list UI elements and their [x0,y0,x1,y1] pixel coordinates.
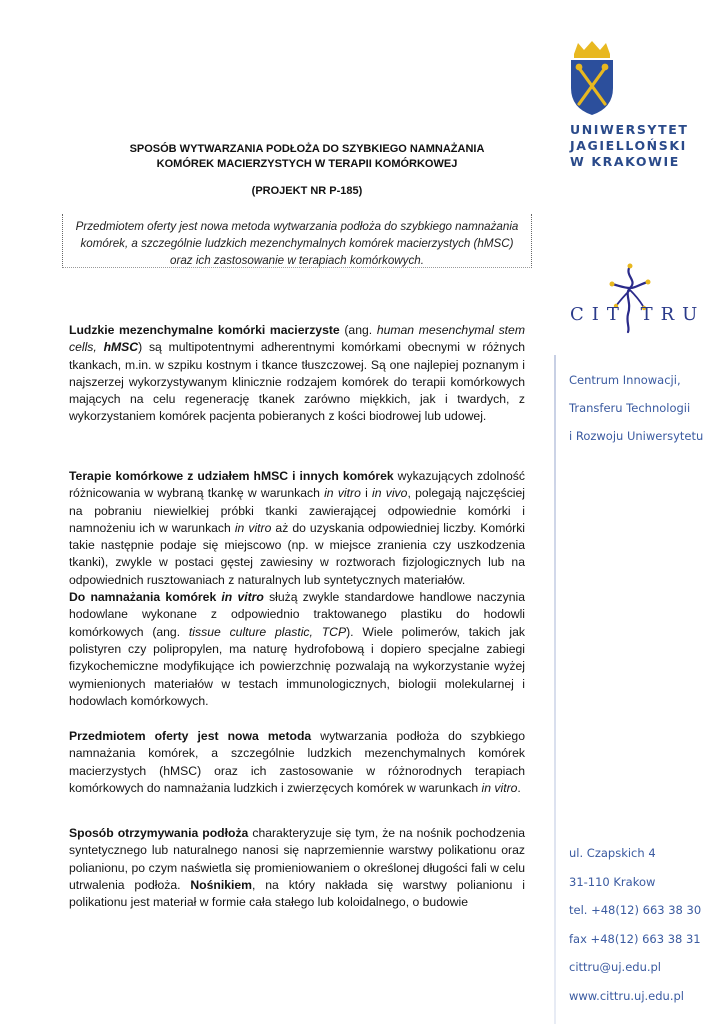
p2-text-1: wykazujących zdolność różnicowania w wybraną tkankę w warunkach [69,469,525,501]
p1-text-2: ) są multipotentnymi adherentnymi komórkami obecnymi w różnych tkankach, m.in. w szpiku kostnym i tkance tłuszczowej. Są one najlepiej poznanym i najszerzej wykorzystywanym klinicznie rodzajem komórek do terapii komórkowych mających na celu regenerację tkanek zarówno miękkich, jak i twardych, z wykorzystaniem komórek pacjenta pobieranych z kości biodrowej lub udowej. [69,340,525,424]
university-crest-logo [568,40,616,116]
p3-text-1: wytwarzania podłoża do szybkiego namnażania komórek, a szczególnie ludzkich mezenchymalnych komórek macierzystych (hMSC) oraz ich zastosowanie w różnorodnych terapiach komórkowych do namnażania ludzkich i zwierzęcych komórek w warunkach [69,729,525,795]
p3-italic-1: in vitro [481,780,518,795]
p2-bold-2: Do namnażania komórek [69,590,222,605]
p2-bold-italic-2: in vitro [221,590,264,605]
contact-email[interactable]: cittru@uj.edu.pl [569,960,662,974]
p2-text-6: ). Wiele polimerów, takich jak polistyren czy polipropylen, ma naturę hydrofobową i dopiero specjalne zabiegi fizykochemiczne modyfikujące ich powierzchnię pozwalają na wykorzystanie wyżej wymienionych materiałów w testach immunologicznych, biologii molekularnej i hodowlach komórkowych. [69,624,525,708]
p2-text-3: , polegają najczęściej na pobraniu niewielkiej próbki tkanki zawierającej odpowiednie komórki i namnożeniu ich w warunkach [69,486,525,535]
p2-italic-3: in vitro [234,520,272,535]
sidebar-divider [554,355,556,1024]
p4-text-1: charakteryzuje się tym, że na nośnik pochodzenia syntetycznego lub naturalnego nanosi się naprzemiennie warstwy polikationu oraz polianionu, po czym naświetla się promieniowaniem o określonej długości fali w celu utrwalenia podłoża. [69,826,526,892]
p2-text-5: służą zwykle standardowe handlowe naczynia hodowlane wykonane z odpowiednio traktowanego plastiku do hodowli komórkowych (ang. [69,590,525,639]
p2-bold-1: Terapie komórkowe z udziałem hMSC i innych komórek [69,469,394,483]
university-name-line-1: UNIWERSYTET [570,122,689,137]
paragraph-method [69,825,525,911]
university-name [570,122,720,170]
contact-phone: tel. +48(12) 663 38 30 [569,903,702,917]
p3-text-2: . [517,780,521,795]
p2-text-4: aż do uzyskania odpowiedniej liczby. Komórki takie następnie podaje się miejscowo (np. w miejsce zranienia czy uszkodzenia tkanki), zwykle w postaci gęstej zawiesiny w roztworach fizjologicznych lub na odpowiednich rusztowaniach z naturalnych lub syntetycznych materiałów. [69,520,525,587]
center-name-line-2: Transferu Technologii [569,401,691,415]
contact-website[interactable]: www.cittru.uj.edu.pl [569,988,684,1003]
contact-info [569,839,701,1010]
p2-italic-2: in vivo [372,486,408,501]
contact-address: ul. Czapskich 4 [569,846,656,860]
p1-bold-italic-1: hMSC [103,340,139,355]
p4-text-2: , na który nakłada się warstwy polianionu i polikationu jest materiał w formie cała stałego lub koloidalnego, o budowie [69,877,525,910]
p1-italic-1: human mesenchymal stem cells, [69,323,525,355]
p2-italic-1: in vitro [324,486,361,501]
p4-bold-1: Sposób otrzymywania podłoża [69,826,249,840]
contact-fax: fax +48(12) 663 38 31 [569,931,701,946]
p4-bold-2: Nośnikiem [190,877,253,892]
title-line-2: KOMÓREK MACIERZYSTYCH W TERAPII KOMÓRKOWEJ [156,158,458,170]
university-name-line-2: JAGIELLOŃSKI [570,138,687,153]
university-name-line-3: W KRAKOWIE [570,154,680,169]
title-line-1: SPOSÓB WYTWARZANIA PODŁOŻA DO SZYBKIEGO NAMNAŻANIA [129,143,485,155]
paragraph-hmsc-definition [69,322,525,426]
p1-text-1: (ang. [339,323,377,337]
paragraph-offer-subject [69,728,525,797]
document-title [60,142,554,199]
p2-italic-4: tissue culture plastic, TCP [188,624,347,639]
offer-summary-box: Przedmiotem oferty jest nowa metoda wytwarzania podłoża do szybkiego namnażania komórek, a szczególnie ludzkich mezenchymalnych komórek macierzystych (hMSC) oraz ich zastosowanie w terapiach komórkowych. [62,214,532,268]
p2-text-2: i [360,486,373,501]
center-name-line-3: i Rozwoju Uniwersytetu [569,429,704,443]
p3-bold-1: Przedmiotem oferty jest nowa metoda [69,729,312,743]
center-name [569,366,703,450]
contact-city: 31-110 Krakow [569,874,656,889]
paragraph-cell-therapies [69,468,525,710]
p1-bold-1: Ludzkie mezenchymalne komórki macierzyste [69,323,340,337]
center-name-line-1: Centrum Innowacji, [569,373,681,387]
project-number: (PROJEKT NR P-185) [251,185,363,197]
cittru-logo-text: CIT TRU [570,304,706,325]
